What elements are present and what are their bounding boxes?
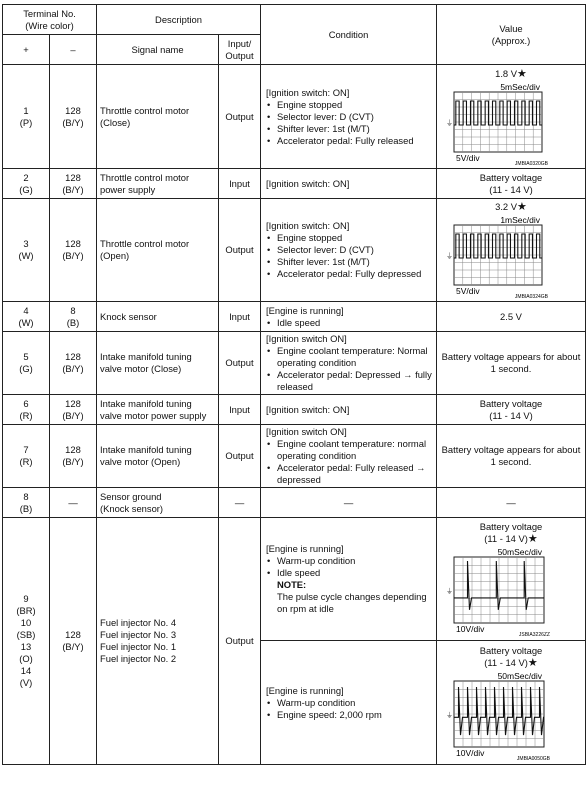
condition-cell <box>261 199 437 302</box>
signal-name <box>97 518 219 765</box>
terminal-plus-text: (O) <box>19 653 33 664</box>
table-row <box>3 199 586 302</box>
condition-list <box>266 317 433 329</box>
oscilloscope-waveform <box>440 80 550 166</box>
table-row <box>3 302 586 332</box>
oscilloscope-waveform <box>440 213 550 299</box>
terminal-minus-text: 128 <box>65 397 81 409</box>
condition-list <box>266 438 433 486</box>
condition-heading: [Engine is running] <box>266 304 344 316</box>
signal-name-text: Knock sensor <box>100 310 157 322</box>
scope-volt-division: 10V/div <box>456 747 485 758</box>
table-row <box>3 488 586 518</box>
value-text: Battery voltage appears for about <box>441 444 581 455</box>
scope <box>440 545 582 637</box>
terminal-minus-text: (B/Y) <box>62 641 84 652</box>
value-cell <box>437 518 586 641</box>
scope <box>440 80 582 166</box>
condition-list <box>266 555 433 579</box>
signal-name-header: Signal name <box>97 35 219 65</box>
signal-name-text: Throttle control motor <box>100 104 190 116</box>
terminal-plus-text: (P) <box>19 116 33 128</box>
condition-item: • Selector lever: D (CVT) <box>266 111 433 123</box>
input-output: Input <box>219 169 261 199</box>
terminal-minus-text: 128 <box>65 171 81 183</box>
oscilloscope-waveform <box>440 669 552 761</box>
terminal-plus <box>3 65 50 169</box>
terminal-minus <box>50 332 97 395</box>
value-text: 3.2 V <box>495 201 517 212</box>
value-title <box>440 201 582 213</box>
scope-volt-division: 10V/div <box>456 624 485 634</box>
value-cell <box>437 425 586 488</box>
signal-name-text: power supply <box>100 183 156 195</box>
terminal-minus-text: (B) <box>66 316 80 328</box>
value-cell <box>437 641 586 765</box>
condition-item: • Selector lever: D (CVT) <box>266 244 433 256</box>
terminal-minus-text: (B/Y) <box>62 250 84 261</box>
terminal-plus <box>3 169 50 199</box>
signal-name-text: Intake manifold tuning <box>100 397 192 409</box>
terminal-plus <box>3 488 50 518</box>
terminal-minus <box>50 65 97 169</box>
value-cell <box>437 332 586 395</box>
scope-time-division: 50mSec/div <box>497 670 542 681</box>
condition-heading: [Ignition switch: ON] <box>266 177 350 189</box>
terminal-minus-text: 128 <box>65 104 81 116</box>
terminal-minus-text: (B/Y) <box>62 363 84 374</box>
signal-name-text: Fuel injector No. 4 <box>100 617 177 628</box>
terminal-minus-text: (B/Y) <box>62 116 84 128</box>
condition-cell <box>261 425 437 488</box>
terminal-plus-text: 4 <box>23 304 29 316</box>
ground-marker: ⏚ <box>446 588 453 596</box>
condition-cell <box>261 169 437 199</box>
terminal-plus-text: 5 <box>23 351 29 362</box>
terminal-plus-text: 3 <box>23 238 29 249</box>
table-row <box>3 518 586 641</box>
input-output: Output <box>219 199 261 302</box>
ground-marker: ⏚ <box>446 711 453 719</box>
condition-item: • Shifter lever: 1st (M/T) <box>266 256 433 268</box>
condition-cell <box>261 395 437 425</box>
terminal-minus <box>50 488 97 518</box>
terminal-minus <box>50 302 97 332</box>
terminal-minus-text: (B/Y) <box>62 183 84 195</box>
ground-marker: ⏚ <box>446 119 453 127</box>
terminal-minus-text: 128 <box>65 629 81 640</box>
signal-name-text: valve motor (Close) <box>100 363 182 374</box>
io-header: Input/ Output <box>219 35 261 65</box>
signal-name-text: Intake manifold tuning <box>100 444 192 455</box>
value-text: 1 second. <box>490 363 532 374</box>
oscilloscope-waveform <box>440 545 552 637</box>
scope-time-division: 50mSec/div <box>497 547 542 557</box>
condition-item: • Warm-up condition <box>266 555 433 567</box>
value-text: 1 second. <box>490 456 532 467</box>
terminal-plus <box>3 395 50 425</box>
terminal-plus-text: 7 <box>23 444 29 455</box>
ground-marker: ⏚ <box>446 253 453 260</box>
terminal-minus <box>50 425 97 488</box>
signal-name <box>97 332 219 395</box>
terminal-plus-text: (R) <box>19 409 33 421</box>
value-text: Battery voltage appears for about <box>441 351 581 362</box>
condition-item: • Idle speed <box>266 317 433 329</box>
signal-name-text: (Close) <box>100 116 131 128</box>
signal-name-text: (Open) <box>100 250 130 261</box>
value-cell <box>437 488 586 518</box>
condition-item: • Accelerator pedal: Fully released <box>266 135 433 147</box>
scope-volt-division: 5V/div <box>456 286 480 296</box>
value-cell <box>437 395 586 425</box>
condition-heading: [Ignition switch ON] <box>266 333 347 344</box>
input-output: Output <box>219 65 261 169</box>
condition-item: • Shifter lever: 1st (M/T) <box>266 123 433 135</box>
plus-header: + <box>3 35 50 65</box>
terminal-plus-text: 10 <box>20 617 32 628</box>
value-text: (11 - 14 V) <box>484 533 528 544</box>
star-icon: ★ <box>527 533 538 545</box>
condition-list <box>266 99 433 147</box>
table-row <box>3 332 586 395</box>
terminal-plus <box>3 518 50 765</box>
scope-time-division: 5mSec/div <box>500 81 540 92</box>
condition-list <box>266 232 433 280</box>
table-row <box>3 395 586 425</box>
input-output: Input <box>219 302 261 332</box>
condition-header: Condition <box>261 5 437 65</box>
terminal-plus-text: 13 <box>20 641 32 652</box>
value-title: Battery voltage <box>479 521 543 532</box>
condition-cell <box>261 641 437 765</box>
table-row <box>3 65 586 169</box>
signal-name-text: valve motor power supply <box>100 409 207 421</box>
terminal-plus-text: (BR) <box>16 605 36 616</box>
signal-name-text: (Knock sensor) <box>100 502 164 514</box>
signal-name-text: Throttle control motor <box>100 171 190 183</box>
signal-name-text: valve motor (Open) <box>100 456 181 467</box>
table-row <box>3 425 586 488</box>
condition-item: • Accelerator pedal: Fully released → depressed <box>266 462 433 486</box>
value-title <box>440 68 582 80</box>
signal-name <box>97 169 219 199</box>
signal-name-text: Throttle control motor <box>100 238 190 249</box>
scope <box>440 213 582 299</box>
figure-code: JMBIA0050GB <box>516 755 550 761</box>
value-text: (11 - 14 V) <box>484 656 528 668</box>
signal-name <box>97 425 219 488</box>
condition-item: • Accelerator pedal: Fully depressed <box>266 268 433 280</box>
signal-name <box>97 488 219 518</box>
condition-item: • Warm-up condition <box>266 697 433 709</box>
value-cell <box>437 169 586 199</box>
star-icon: ★ <box>517 67 527 80</box>
terminal-plus-text: (B) <box>19 502 33 514</box>
input-output: Input <box>219 395 261 425</box>
input-output: Output <box>219 425 261 488</box>
terminal-minus <box>50 395 97 425</box>
condition-cell <box>261 332 437 395</box>
condition-item: • Engine speed: 2,000 rpm <box>266 709 433 721</box>
condition-cell <box>261 65 437 169</box>
star-icon: ★ <box>527 656 538 669</box>
terminal-plus-text: (R) <box>19 456 33 467</box>
terminal-plus-text: (G) <box>19 363 33 374</box>
value-title: Battery voltage <box>479 644 543 656</box>
terminal-minus-text: 128 <box>65 351 81 362</box>
condition-item: • Engine stopped <box>266 232 433 244</box>
condition-heading: [Ignition switch: ON] <box>266 403 350 415</box>
description-header: Description <box>97 5 261 35</box>
condition-item: • Engine stopped <box>266 99 433 111</box>
signal-name-text: Sensor ground <box>100 490 162 502</box>
value-text: Battery voltage <box>479 397 543 409</box>
scope <box>440 669 582 761</box>
terminal-plus-text: 9 <box>23 593 29 604</box>
terminal-plus <box>3 199 50 302</box>
terminal-minus <box>50 518 97 765</box>
value-text: 2.5 V <box>500 310 522 322</box>
signal-name-text: Fuel injector No. 1 <box>100 641 177 652</box>
signal-name-text: Intake manifold tuning <box>100 351 192 362</box>
condition-cell <box>261 518 437 641</box>
value-text: — <box>506 496 516 508</box>
value-cell <box>437 199 586 302</box>
condition-item: • Engine coolant temperature: normal operating condition <box>266 438 433 462</box>
condition-heading: [Engine is running] <box>266 684 344 696</box>
note-label: NOTE: <box>277 579 307 590</box>
terminal-plus <box>3 332 50 395</box>
scope-volt-division: 5V/div <box>456 152 480 163</box>
terminal-plus <box>3 302 50 332</box>
minus-header: – <box>50 35 97 65</box>
terminal-minus-text: — <box>68 496 78 508</box>
terminal-plus-text: 6 <box>23 397 29 409</box>
terminal-plus-text: (SB) <box>16 629 36 640</box>
figure-code: JMBIA0324GB <box>514 294 548 299</box>
terminal-plus-text: (W) <box>18 250 34 261</box>
terminal-minus-text: (B/Y) <box>62 456 84 467</box>
terminal-minus-text: 128 <box>65 444 81 455</box>
figure-code: JSBIA3226ZZ <box>518 632 550 637</box>
terminal-plus-text: 14 <box>20 665 32 676</box>
terminal-plus-text: (V) <box>19 677 33 688</box>
signal-name-text: Fuel injector No. 2 <box>100 653 177 664</box>
signal-name <box>97 199 219 302</box>
value-text: Battery voltage <box>479 171 543 183</box>
note-text: The pulse cycle changes depending on rpm at idle <box>277 591 427 614</box>
condition-cell <box>261 302 437 332</box>
terminal-minus-text: 128 <box>65 238 81 249</box>
value-cell <box>437 65 586 169</box>
value-cell <box>437 302 586 332</box>
signal-name-text: Fuel injector No. 3 <box>100 629 177 640</box>
table-row <box>3 169 586 199</box>
scope-time-division: 1mSec/div <box>500 215 540 225</box>
terminal-plus-text: 8 <box>23 490 29 502</box>
ecm-terminal-table <box>2 4 586 765</box>
condition-heading: [Ignition switch: ON] <box>266 86 350 98</box>
condition-heading: [Ignition switch ON] <box>266 426 347 437</box>
condition-heading: [Engine is running] <box>266 543 344 554</box>
signal-name <box>97 395 219 425</box>
signal-name <box>97 65 219 169</box>
condition-item: • Engine coolant temperature: Normal operating condition <box>266 345 433 369</box>
input-output: — <box>219 488 261 518</box>
value-text: 1.8 V <box>495 67 517 79</box>
terminal-plus <box>3 425 50 488</box>
value-text: (11 - 14 V) <box>489 409 533 421</box>
terminal-plus-text: 1 <box>23 104 29 116</box>
terminal-minus <box>50 169 97 199</box>
value-text: (11 - 14 V) <box>489 183 533 195</box>
condition-cell: — <box>261 488 437 518</box>
terminal-plus-text: (W) <box>18 316 34 328</box>
condition-item: • Accelerator pedal: Depressed → fully released <box>266 369 433 393</box>
value-header: Value (Approx.) <box>437 5 586 65</box>
terminal-header: Terminal No. (Wire color) <box>3 5 97 35</box>
condition-item: • Idle speed <box>266 567 433 579</box>
condition-list <box>266 345 433 393</box>
value-range <box>440 657 582 669</box>
input-output: Output <box>219 332 261 395</box>
input-output: Output <box>219 518 261 765</box>
figure-code: JMBIA0320GB <box>514 160 548 166</box>
terminal-minus-text: 8 <box>70 304 76 316</box>
terminal-plus-text: 2 <box>23 171 29 183</box>
condition-heading: [Ignition switch: ON] <box>266 220 350 231</box>
signal-name <box>97 302 219 332</box>
star-icon: ★ <box>517 201 527 213</box>
value-range <box>440 533 582 545</box>
terminal-minus <box>50 199 97 302</box>
condition-list <box>266 697 433 721</box>
terminal-plus-text: (G) <box>19 183 33 195</box>
terminal-minus-text: (B/Y) <box>62 409 84 421</box>
